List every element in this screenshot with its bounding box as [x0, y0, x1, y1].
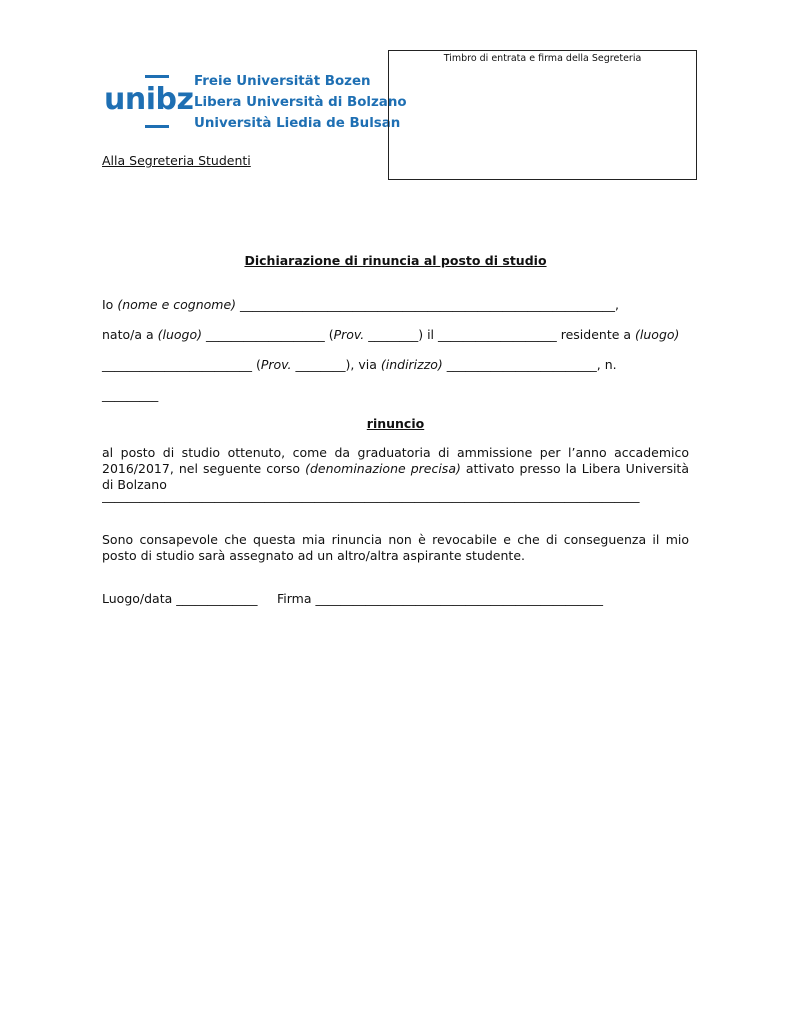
name-line [102, 297, 619, 313]
address-blank[interactable]: ________________________, n. [442, 357, 617, 372]
logo-line-german: Freie Universität Bozen [194, 74, 371, 89]
page-title: Dichiarazione di rinuncia al posto di studio [244, 253, 547, 268]
residence-prov-hint: Prov. [260, 357, 292, 372]
birth-date-blank[interactable]: ________) il ___________________ residente a [364, 327, 636, 342]
residence-place-blank[interactable]: ________________________ ( [102, 357, 261, 372]
name-hint: (nome e cognome) [117, 297, 237, 312]
birth-place-blank[interactable]: ___________________ ( [202, 327, 334, 342]
course-name-blank[interactable]: ______________________________________________________________________________________ [102, 488, 640, 503]
course-hint: (denominazione precisa) [305, 461, 461, 476]
name-prefix: Io [102, 297, 118, 312]
logo-bar-top [145, 75, 169, 78]
residence-place-hint: (luogo) [635, 327, 680, 342]
place-date-label: Luogo/data [102, 591, 173, 606]
awareness-paragraph: Sono consapevole che questa mia rinuncia non è revocabile e che di conseguenza il mio posto di studio sarà assegnato ad un altro/altra aspirante studente. [102, 532, 689, 563]
residence-line [102, 357, 617, 373]
birth-prov-hint: Prov. [333, 327, 365, 342]
logo-bar-bottom [145, 125, 169, 128]
address-hint: (indirizzo) [380, 357, 443, 372]
place-date-blank[interactable]: _____________ [176, 591, 258, 606]
course-text-2: attivato presso la Libera Università di Bolzano [102, 461, 689, 492]
place-date-line [102, 591, 258, 607]
birth-place-hint: (luogo) [157, 327, 202, 342]
course-paragraph [102, 445, 689, 493]
recipient-line: Alla Segreteria Studenti [102, 153, 251, 168]
name-blank[interactable]: ____________________________________________________________, [236, 297, 619, 312]
house-number-blank[interactable]: _________ [102, 387, 159, 402]
stamp-box [388, 50, 697, 180]
birth-line [102, 327, 679, 343]
declaration-word: rinuncio [366, 416, 425, 431]
course-text-1: al posto di studio ottenuto, come da graduatoria di ammissione per l’anno accademico 2016/2017, nel seguente corso [102, 445, 689, 476]
signature-blank[interactable]: ______________________________________________ [315, 591, 603, 606]
birth-prefix: nato/a a [102, 327, 158, 342]
logo-line-italian: Libera Università di Bolzano [194, 95, 407, 110]
signature-label: Firma [277, 591, 312, 606]
logo-line-ladin: Università Liedia de Bulsan [194, 116, 401, 131]
stamp-box-label: Timbro di entrata e firma della Segreteria [443, 53, 642, 64]
signature-line [277, 591, 603, 607]
street-blank[interactable]: ________), via [291, 357, 381, 372]
logo-wordmark: unibz [104, 82, 194, 117]
